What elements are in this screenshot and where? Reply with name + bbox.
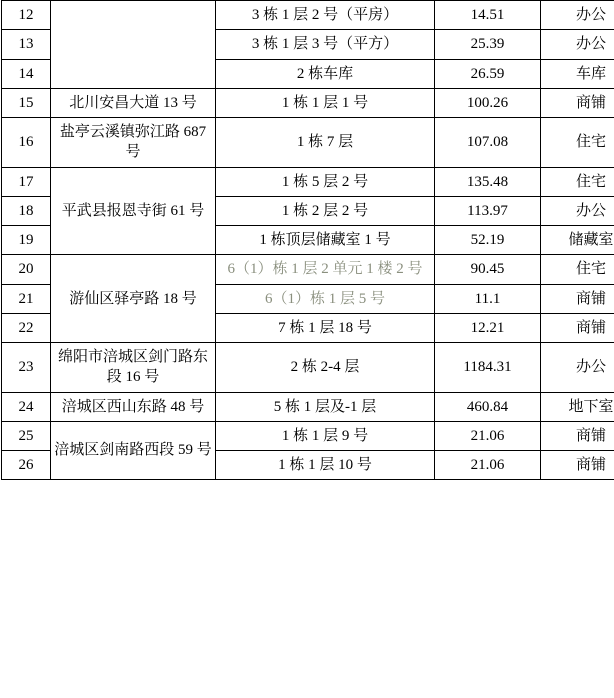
row-index-cell: 24 bbox=[2, 392, 51, 421]
area-cell: 21.06 bbox=[435, 421, 541, 450]
usage-cell: 办公 bbox=[541, 30, 614, 59]
table-row bbox=[2, 1, 614, 30]
usage-cell: 办公 bbox=[541, 1, 614, 30]
table-row bbox=[2, 343, 614, 393]
description-cell: 1 栋 1 层 1 号 bbox=[216, 88, 435, 117]
row-index-cell: 12 bbox=[2, 1, 51, 30]
usage-cell: 办公 bbox=[541, 343, 614, 393]
row-index-cell: 22 bbox=[2, 313, 51, 342]
description-cell: 3 栋 1 层 3 号（平方） bbox=[216, 30, 435, 59]
usage-cell: 商铺 bbox=[541, 88, 614, 117]
description-cell: 7 栋 1 层 18 号 bbox=[216, 313, 435, 342]
row-index-cell: 14 bbox=[2, 59, 51, 88]
description-cell: 2 栋车库 bbox=[216, 59, 435, 88]
property-listing-table bbox=[1, 0, 614, 480]
usage-cell: 办公 bbox=[541, 196, 614, 225]
row-index-cell: 21 bbox=[2, 284, 51, 313]
description-cell: 1 栋 1 层 10 号 bbox=[216, 451, 435, 480]
table-row bbox=[2, 421, 614, 450]
table-row bbox=[2, 392, 614, 421]
area-cell: 460.84 bbox=[435, 392, 541, 421]
area-cell: 21.06 bbox=[435, 451, 541, 480]
area-cell: 113.97 bbox=[435, 196, 541, 225]
table-row bbox=[2, 118, 614, 168]
area-cell: 1184.31 bbox=[435, 343, 541, 393]
address-cell: 绵阳市涪城区剑门路东段 16 号 bbox=[51, 343, 216, 393]
usage-cell: 储藏室 bbox=[541, 226, 614, 255]
row-index-cell: 19 bbox=[2, 226, 51, 255]
usage-cell: 地下室 bbox=[541, 392, 614, 421]
row-index-cell: 26 bbox=[2, 451, 51, 480]
address-cell: 北川安昌大道 13 号 bbox=[51, 88, 216, 117]
usage-cell: 商铺 bbox=[541, 313, 614, 342]
address-cell: 涪城区西山东路 48 号 bbox=[51, 392, 216, 421]
area-cell: 90.45 bbox=[435, 255, 541, 284]
table-row bbox=[2, 167, 614, 196]
usage-cell: 商铺 bbox=[541, 284, 614, 313]
usage-cell: 住宅 bbox=[541, 167, 614, 196]
area-cell: 11.1 bbox=[435, 284, 541, 313]
area-cell: 100.26 bbox=[435, 88, 541, 117]
area-cell: 26.59 bbox=[435, 59, 541, 88]
table-row bbox=[2, 88, 614, 117]
usage-cell: 住宅 bbox=[541, 255, 614, 284]
area-cell: 14.51 bbox=[435, 1, 541, 30]
row-index-cell: 20 bbox=[2, 255, 51, 284]
table-body bbox=[2, 1, 614, 480]
row-index-cell: 13 bbox=[2, 30, 51, 59]
usage-cell: 住宅 bbox=[541, 118, 614, 168]
row-index-cell: 25 bbox=[2, 421, 51, 450]
description-cell: 1 栋顶层储藏室 1 号 bbox=[216, 226, 435, 255]
description-cell: 2 栋 2-4 层 bbox=[216, 343, 435, 393]
address-cell: 盐亭云溪镇弥江路 687 号 bbox=[51, 118, 216, 168]
table-row bbox=[2, 255, 614, 284]
description-cell: 6（1）栋 1 层 5 号 bbox=[216, 284, 435, 313]
address-cell bbox=[51, 1, 216, 89]
area-cell: 52.19 bbox=[435, 226, 541, 255]
address-cell: 平武县报恩寺街 61 号 bbox=[51, 167, 216, 255]
description-cell: 5 栋 1 层及-1 层 bbox=[216, 392, 435, 421]
usage-cell: 商铺 bbox=[541, 451, 614, 480]
description-cell: 1 栋 1 层 9 号 bbox=[216, 421, 435, 450]
area-cell: 135.48 bbox=[435, 167, 541, 196]
description-cell: 1 栋 2 层 2 号 bbox=[216, 196, 435, 225]
row-index-cell: 18 bbox=[2, 196, 51, 225]
row-index-cell: 15 bbox=[2, 88, 51, 117]
row-index-cell: 17 bbox=[2, 167, 51, 196]
description-cell: 3 栋 1 层 2 号（平房） bbox=[216, 1, 435, 30]
description-cell: 1 栋 5 层 2 号 bbox=[216, 167, 435, 196]
description-cell: 6（1）栋 1 层 2 单元 1 楼 2 号 bbox=[216, 255, 435, 284]
address-cell: 游仙区驿亭路 18 号 bbox=[51, 255, 216, 343]
row-index-cell: 23 bbox=[2, 343, 51, 393]
area-cell: 107.08 bbox=[435, 118, 541, 168]
area-cell: 25.39 bbox=[435, 30, 541, 59]
row-index-cell: 16 bbox=[2, 118, 51, 168]
usage-cell: 车库 bbox=[541, 59, 614, 88]
area-cell: 12.21 bbox=[435, 313, 541, 342]
address-cell: 涪城区剑南路西段 59 号 bbox=[51, 421, 216, 480]
usage-cell: 商铺 bbox=[541, 421, 614, 450]
description-cell: 1 栋 7 层 bbox=[216, 118, 435, 168]
